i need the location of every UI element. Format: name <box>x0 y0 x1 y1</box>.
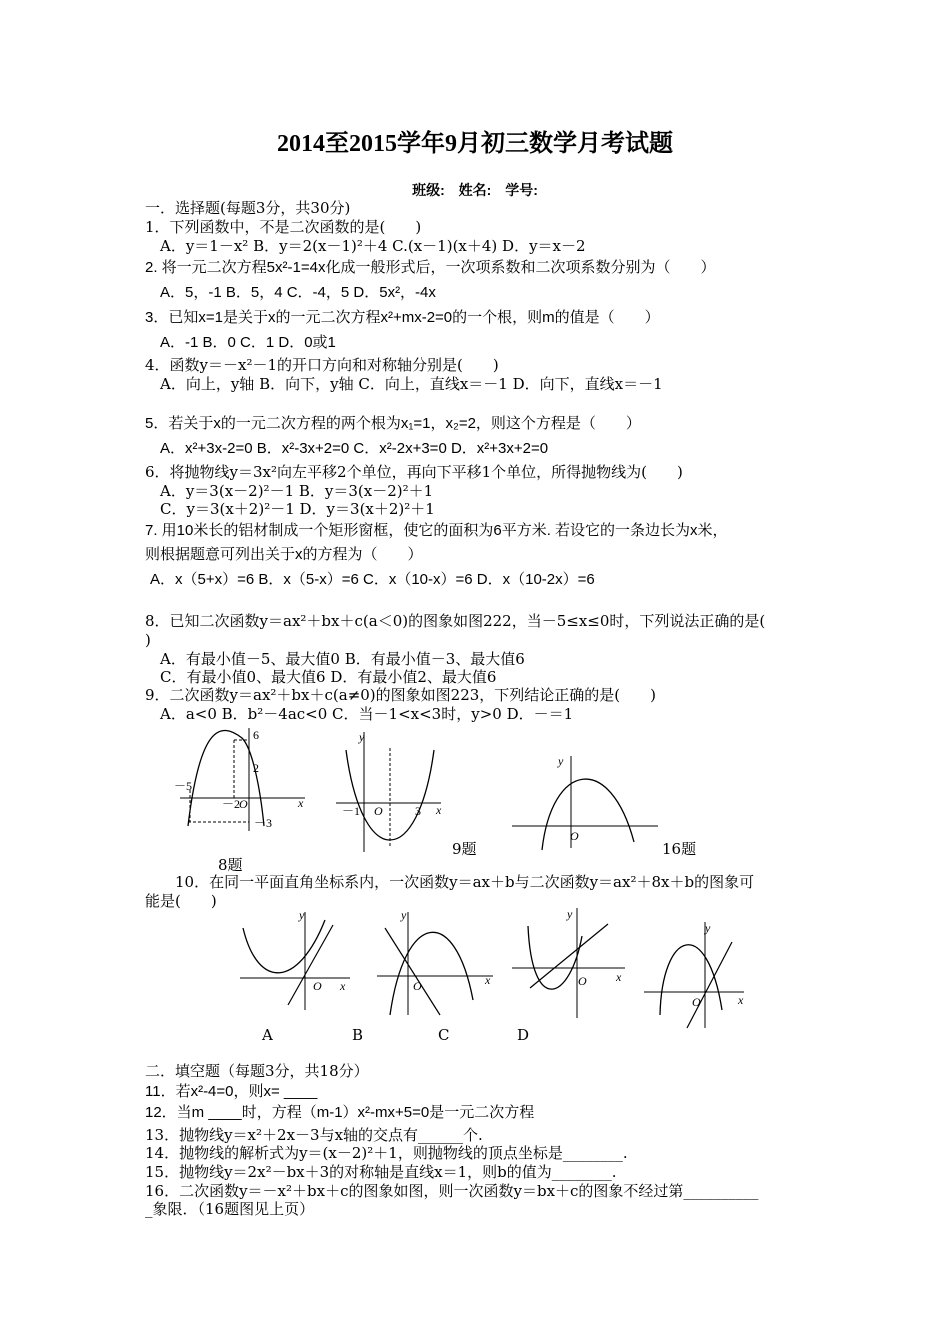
exam-title: 2014至2015学年9月初三数学月考试题 <box>277 131 673 157</box>
question-6: 6．将抛物线y＝3x²向左平移2个单位，再向下平移1个单位，所得抛物线为( ) <box>145 463 683 481</box>
fig8-tick-minus5: －5 <box>174 779 193 793</box>
question-2: 2. 将一元二次方程5x²-1=4x化成一般形式后，一次项系数和二次项系数分别为（ ） <box>145 259 716 276</box>
question-4: 4．函数y＝－x²－1的开口方向和对称轴分别是( ) <box>145 356 499 374</box>
question-14: 14．抛物线的解析式为y＝(x－2)²＋1，则抛物线的顶点坐标是________. <box>145 1144 628 1162</box>
question-8-cont: ) <box>145 631 151 649</box>
question-1: 1．下列函数中，不是二次函数的是( ) <box>145 218 422 236</box>
question-5-options: A．x²+3x-2=0 B．x²-3x+2=0 C．x²-2x+3=0 D．x²+3x+2=0 <box>145 440 549 457</box>
q10c-origin: O <box>578 974 587 988</box>
question-6-options-cd: C．y＝3(x＋2)²－1 D．y＝3(x＋2)²＋1 <box>145 500 435 518</box>
question-3: 3．已知x=1是关于x的一元二次方程x²+mx-2=0的一个根，则m的值是（ ） <box>145 309 660 326</box>
fig8-x-label: x <box>298 796 304 810</box>
q10a-origin: O <box>313 979 322 993</box>
q10c-y-label: y <box>567 907 573 921</box>
question-8: 8．已知二次函数y＝ax²＋bx＋c(a＜0)的图象如图222，当－5≤x≤0时，下列说法正确的是( <box>145 612 766 630</box>
question-15: 15．抛物线y＝2x²－bx＋3的对称轴是直线x＝1，则b的值为________. <box>145 1163 617 1181</box>
q10d-origin: O <box>692 995 701 1009</box>
fig9-tick-3: 3 <box>415 804 421 818</box>
question-9-options: A．a<0 B．b²－4ac<0 C．当－1<x<3时，y>0 D．－＝1 <box>145 705 574 723</box>
section-1-heading: 一．选择题(每题3分，共30分) <box>145 199 351 217</box>
fig8-tick-minus3: －3 <box>254 816 273 830</box>
q10b-origin: O <box>413 979 422 993</box>
q10d-x-label: x <box>738 993 744 1007</box>
fig8-tick-minus2: －2 <box>222 797 241 811</box>
q10-graph-d <box>642 920 752 1030</box>
figure-9-caption: 9题 <box>452 840 477 858</box>
fig9-y-label: y <box>359 730 365 744</box>
section-2-heading: 二．填空题（每题3分，共18分） <box>145 1062 369 1080</box>
fig9-x-label: x <box>436 803 442 817</box>
q10-graph-b <box>375 910 500 1020</box>
question-16: 16．二次函数y＝－x²＋bx＋c的图象如图，则一次函数y＝bx＋c的图象不经过第__________ <box>145 1182 759 1200</box>
q10d-y-label: y <box>705 921 711 935</box>
question-16-cont: _象限．（16题图见上页） <box>145 1200 315 1218</box>
question-5: 5．若关于x的一元二次方程的两个根为x₁=1，x₂=2，则这个方程是（ ） <box>145 415 641 432</box>
figure-8-caption: 8题 <box>218 856 243 874</box>
student-info-line: 班级: 姓名: 学号: <box>412 182 538 198</box>
question-7: 7. 用10米长的铝材制成一个矩形窗框，使它的面积为6平方米. 若设它的一条边长为x米， <box>145 522 728 539</box>
question-6-options-ab: A．y＝3(x－2)²－1 B．y＝3(x－2)²＋1 <box>145 482 434 500</box>
fig9-tick-minus1: －1 <box>342 804 361 818</box>
q10b-y-label: y <box>401 908 407 922</box>
question-12: 12．当m ____时，方程（m-1）x²-mx+5=0是一元二次方程 <box>145 1104 535 1121</box>
fig9-origin: O <box>374 804 383 818</box>
q10-graph-c <box>510 906 635 1021</box>
question-9: 9．二次函数y＝ax²＋bx＋c(a≠0)的图象如图223，下列结论正确的是( ) <box>145 686 656 704</box>
question-10-cont: 能是( ) <box>145 892 217 910</box>
figure-9 <box>336 730 446 855</box>
fig8-tick-2: 2 <box>253 761 259 775</box>
figure-16-caption: 16题 <box>662 840 697 858</box>
q10c-x-label: x <box>616 970 622 984</box>
q10-option-a: A <box>262 1026 273 1044</box>
fig8-tick-6: 6 <box>253 728 259 742</box>
q10a-x-label: x <box>340 979 346 993</box>
fig16-y-label: y <box>558 754 564 768</box>
figure-8 <box>170 726 320 836</box>
question-8-options-ab: A．有最小值－5、最大值0 B．有最小值－3、最大值6 <box>145 650 525 668</box>
q10-option-d: D <box>517 1026 530 1044</box>
question-8-options-cd: C．有最小值0、最大值6 D．有最小值2、最大值6 <box>145 668 497 686</box>
fig16-origin: O <box>570 829 579 843</box>
question-11: 11．若x²-4=0，则x= ____ <box>145 1083 318 1100</box>
q10a-y-label: y <box>299 908 305 922</box>
question-4-options: A．向上，y轴 B．向下，y轴 C．向上，直线x＝－1 D．向下，直线x＝－1 <box>145 375 663 393</box>
question-7-cont: 则根据题意可列出关于x的方程为（ ） <box>145 546 423 563</box>
question-3-options: A．-1 B．0 C．1 D．0或1 <box>145 334 336 351</box>
q10-graph-a <box>238 910 358 1020</box>
question-13: 13．抛物线y＝x²＋2x－3与x轴的交点有______个. <box>145 1126 483 1144</box>
question-1-options: A．y＝1－x² B．y＝2(x－1)²＋4 C.(x－1)(x＋4) D．y＝x－2 <box>145 237 586 255</box>
figure-16 <box>510 752 660 852</box>
q10-option-c: C <box>438 1026 450 1044</box>
question-10: 10．在同一平面直角坐标系内，一次函数y＝ax＋b与二次函数y＝ax²＋8x＋b的图象可 <box>145 873 755 891</box>
q10-option-b: B <box>352 1026 364 1044</box>
question-2-options: A．5，-1 B．5，4 C．-4，5 D．5x²，-4x <box>145 284 436 301</box>
q10b-x-label: x <box>485 973 491 987</box>
question-7-options: A．x（5+x）=6 B．x（5-x）=6 C．x（10-x）=6 D．x（10-2x）=6 <box>150 571 595 588</box>
fig8-origin: O <box>239 797 248 811</box>
